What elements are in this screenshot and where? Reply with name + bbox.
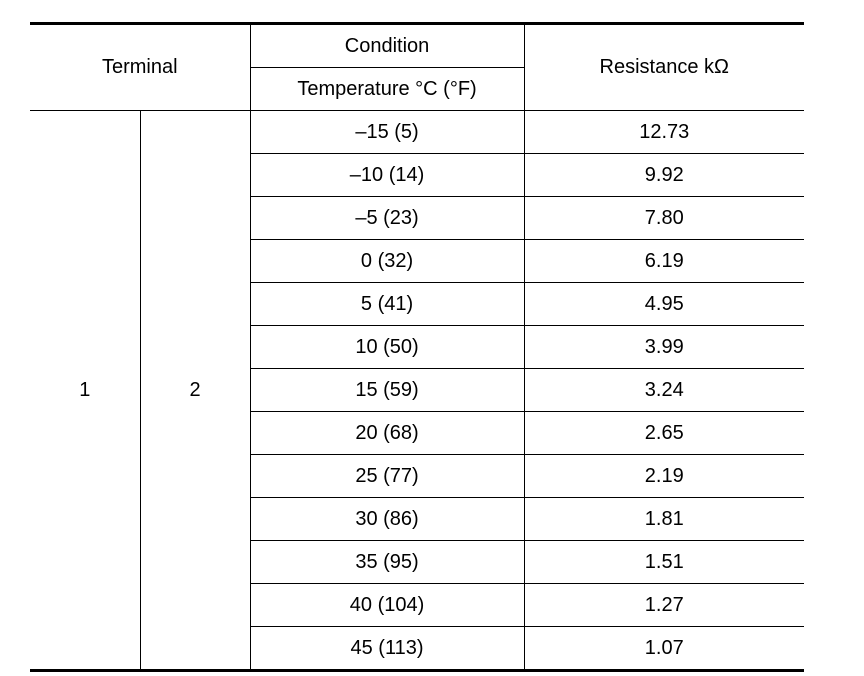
temperature-cell: 40 (104) xyxy=(250,584,524,627)
table-row xyxy=(30,111,804,154)
resistance-cell: 7.80 xyxy=(524,197,804,240)
temperature-cell: 25 (77) xyxy=(250,455,524,498)
temperature-cell: 0 (32) xyxy=(250,240,524,283)
resistance-cell: 1.27 xyxy=(524,584,804,627)
condition-header: Condition xyxy=(250,24,524,68)
temperature-cell: –10 (14) xyxy=(250,154,524,197)
temperature-cell: –15 (5) xyxy=(250,111,524,154)
temperature-cell: 45 (113) xyxy=(250,627,524,671)
temperature-cell: 10 (50) xyxy=(250,326,524,369)
resistance-cell: 1.81 xyxy=(524,498,804,541)
temperature-cell: 20 (68) xyxy=(250,412,524,455)
temperature-cell: 5 (41) xyxy=(250,283,524,326)
resistance-cell: 9.92 xyxy=(524,154,804,197)
resistance-cell: 6.19 xyxy=(524,240,804,283)
resistance-cell: 2.65 xyxy=(524,412,804,455)
table-body xyxy=(30,111,804,671)
resistance-cell: 12.73 xyxy=(524,111,804,154)
resistance-cell: 1.51 xyxy=(524,541,804,584)
resistance-cell: 3.24 xyxy=(524,369,804,412)
resistance-cell: 2.19 xyxy=(524,455,804,498)
resistance-header: Resistance kΩ xyxy=(524,24,804,111)
temperature-cell: –5 (23) xyxy=(250,197,524,240)
resistance-cell: 1.07 xyxy=(524,627,804,671)
resistance-cell: 4.95 xyxy=(524,283,804,326)
terminal-header: Terminal xyxy=(30,24,250,111)
temperature-cell: 15 (59) xyxy=(250,369,524,412)
terminal-2-cell: 2 xyxy=(140,111,250,671)
temperature-cell: 35 (95) xyxy=(250,541,524,584)
temperature-cell: 30 (86) xyxy=(250,498,524,541)
resistance-cell: 3.99 xyxy=(524,326,804,369)
resistance-spec-table xyxy=(30,22,804,672)
terminal-1-cell: 1 xyxy=(30,111,140,671)
temperature-header: Temperature °C (°F) xyxy=(250,68,524,111)
